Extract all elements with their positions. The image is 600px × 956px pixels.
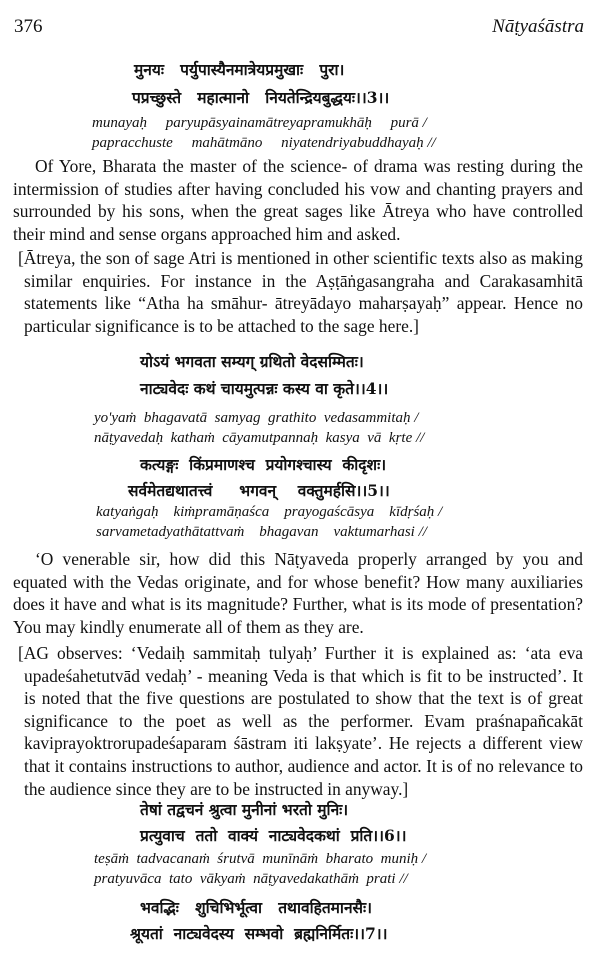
verse-4-devanagari-line-1: योऽयं भगवता सम्यग् ग्रथितो वेदसम्मितः। (140, 352, 364, 371)
commentary-note-1: [Ātreya, the son of sage Atri is mentioned in other scientific texts also as making similar enquiries. For instance in the Aṣṭāṅgasangraha and Carakasamhitā statements like “Atha ha smāhur- ātreyādayo maharṣayaḥ” appear. Hence no particular significance is to be attached to the sage here.] (18, 248, 583, 336)
verse-7-devanagari-line-1: भवद्भिः शुचिभिर्भूत्वा तथावहितमानसैः। (140, 898, 373, 917)
verse-4-transliteration-line-2: nāṭyavedaḥ kathaṁ cāyamutpannaḥ kasya vā kṛte // (94, 430, 425, 446)
verse-4-transliteration-line-1: yo'yaṁ bhagavatā samyag grathito vedasammitaḥ / (94, 410, 419, 426)
page-number: 376 (14, 16, 43, 37)
verse-3-devanagari-line-2: पप्रच्छुस्ते महात्मानो नियतेन्द्रियबुद्धयः।।3।। (132, 88, 390, 107)
verse-5-devanagari-line-2: सर्वमेतद्यथातत्त्वं भगवन् वक्तुमर्हसि।।5।। (128, 481, 390, 500)
verse-5-transliteration-line-2: sarvametadyathātattvaṁ bhagavan vaktumarhasi // (96, 524, 427, 540)
verse-6-transliteration-line-1: teṣāṁ tadvacanaṁ śrutvā munīnāṁ bharato muniḥ / (94, 851, 427, 867)
verse-7-devanagari-line-2: श्रूयतां नाट्यवेदस्य सम्भवो ब्रह्मनिर्मितः।।7।। (130, 924, 388, 943)
translation-paragraph-1: Of Yore, Bharata the master of the science- of drama was resting during the intermission of studies after having concluded his vow and chanting prayers and surrounded by his sons, when the great sages like Ātreya who have controlled their mind and sense organs approached him and asked. (13, 156, 583, 244)
verse-6-devanagari-line-1: तेषां तद्वचनं श्रुत्वा मुनीनां भरतो मुनिः। (140, 800, 349, 819)
verse-6-transliteration-line-2: pratyuvāca tato vākyaṁ nāṭyavedakathāṁ prati // (94, 871, 408, 887)
verse-5-transliteration-line-1: katyaṅgaḥ kiṁpramāṇaśca prayogaścāsya kīdṛśaḥ / (96, 504, 443, 520)
verse-3-transliteration-line-2: papracchuste mahātmāno niyatendriyabuddhayaḥ // (92, 135, 436, 151)
commentary-note-2: [AG observes: ‘Vedaiḥ sammitaḥ tulyaḥ’ Further it is explained as: ‘ata eva upadeśahetutvād vedaḥ’ - meaning Veda is that which is fit to be instructed’. It is noted that the five questions are postulated to show that the text is of great significance to the poet as well as the performer. Evam praśnapañcakāt kaviprayoktrorupadeśaparam śāstram iti lakṣyate’. He rejects a different view that it contains instructions to author, audience and actor. It is of no relevance to the audience since they are to be instructed in anyway.] (18, 643, 583, 799)
running-title: Nāṭyaśāstra (492, 16, 584, 37)
verse-5-devanagari-line-1: कत्यङ्गः किंप्रमाणश्च प्रयोगश्चास्य कीदृशः। (140, 455, 387, 474)
translation-paragraph-2: ‘O venerable sir, how did this Nāṭyaveda properly arranged by you and equated with the Vedas originate, and for whose benefit? How many auxiliaries does it have and what is its magnitude? Further, what is its mode of presentation? You may kindly enumerate all of them as they are. (13, 549, 583, 637)
verse-6-devanagari-line-2: प्रत्युवाच ततो वाक्यं नाट्यवेदकथां प्रति।।6।। (140, 826, 407, 845)
verse-3-devanagari-line-1: मुनयः पर्युपास्यैनमात्रेयप्रमुखाः पुरा। (134, 60, 345, 79)
verse-3-transliteration-line-1: munayaḥ paryupāsyainamātreyapramukhāḥ purā / (92, 115, 427, 131)
verse-4-devanagari-line-2: नाट्यवेदः कथं चायमुत्पन्नः कस्य वा कृते।।4।। (140, 379, 389, 398)
